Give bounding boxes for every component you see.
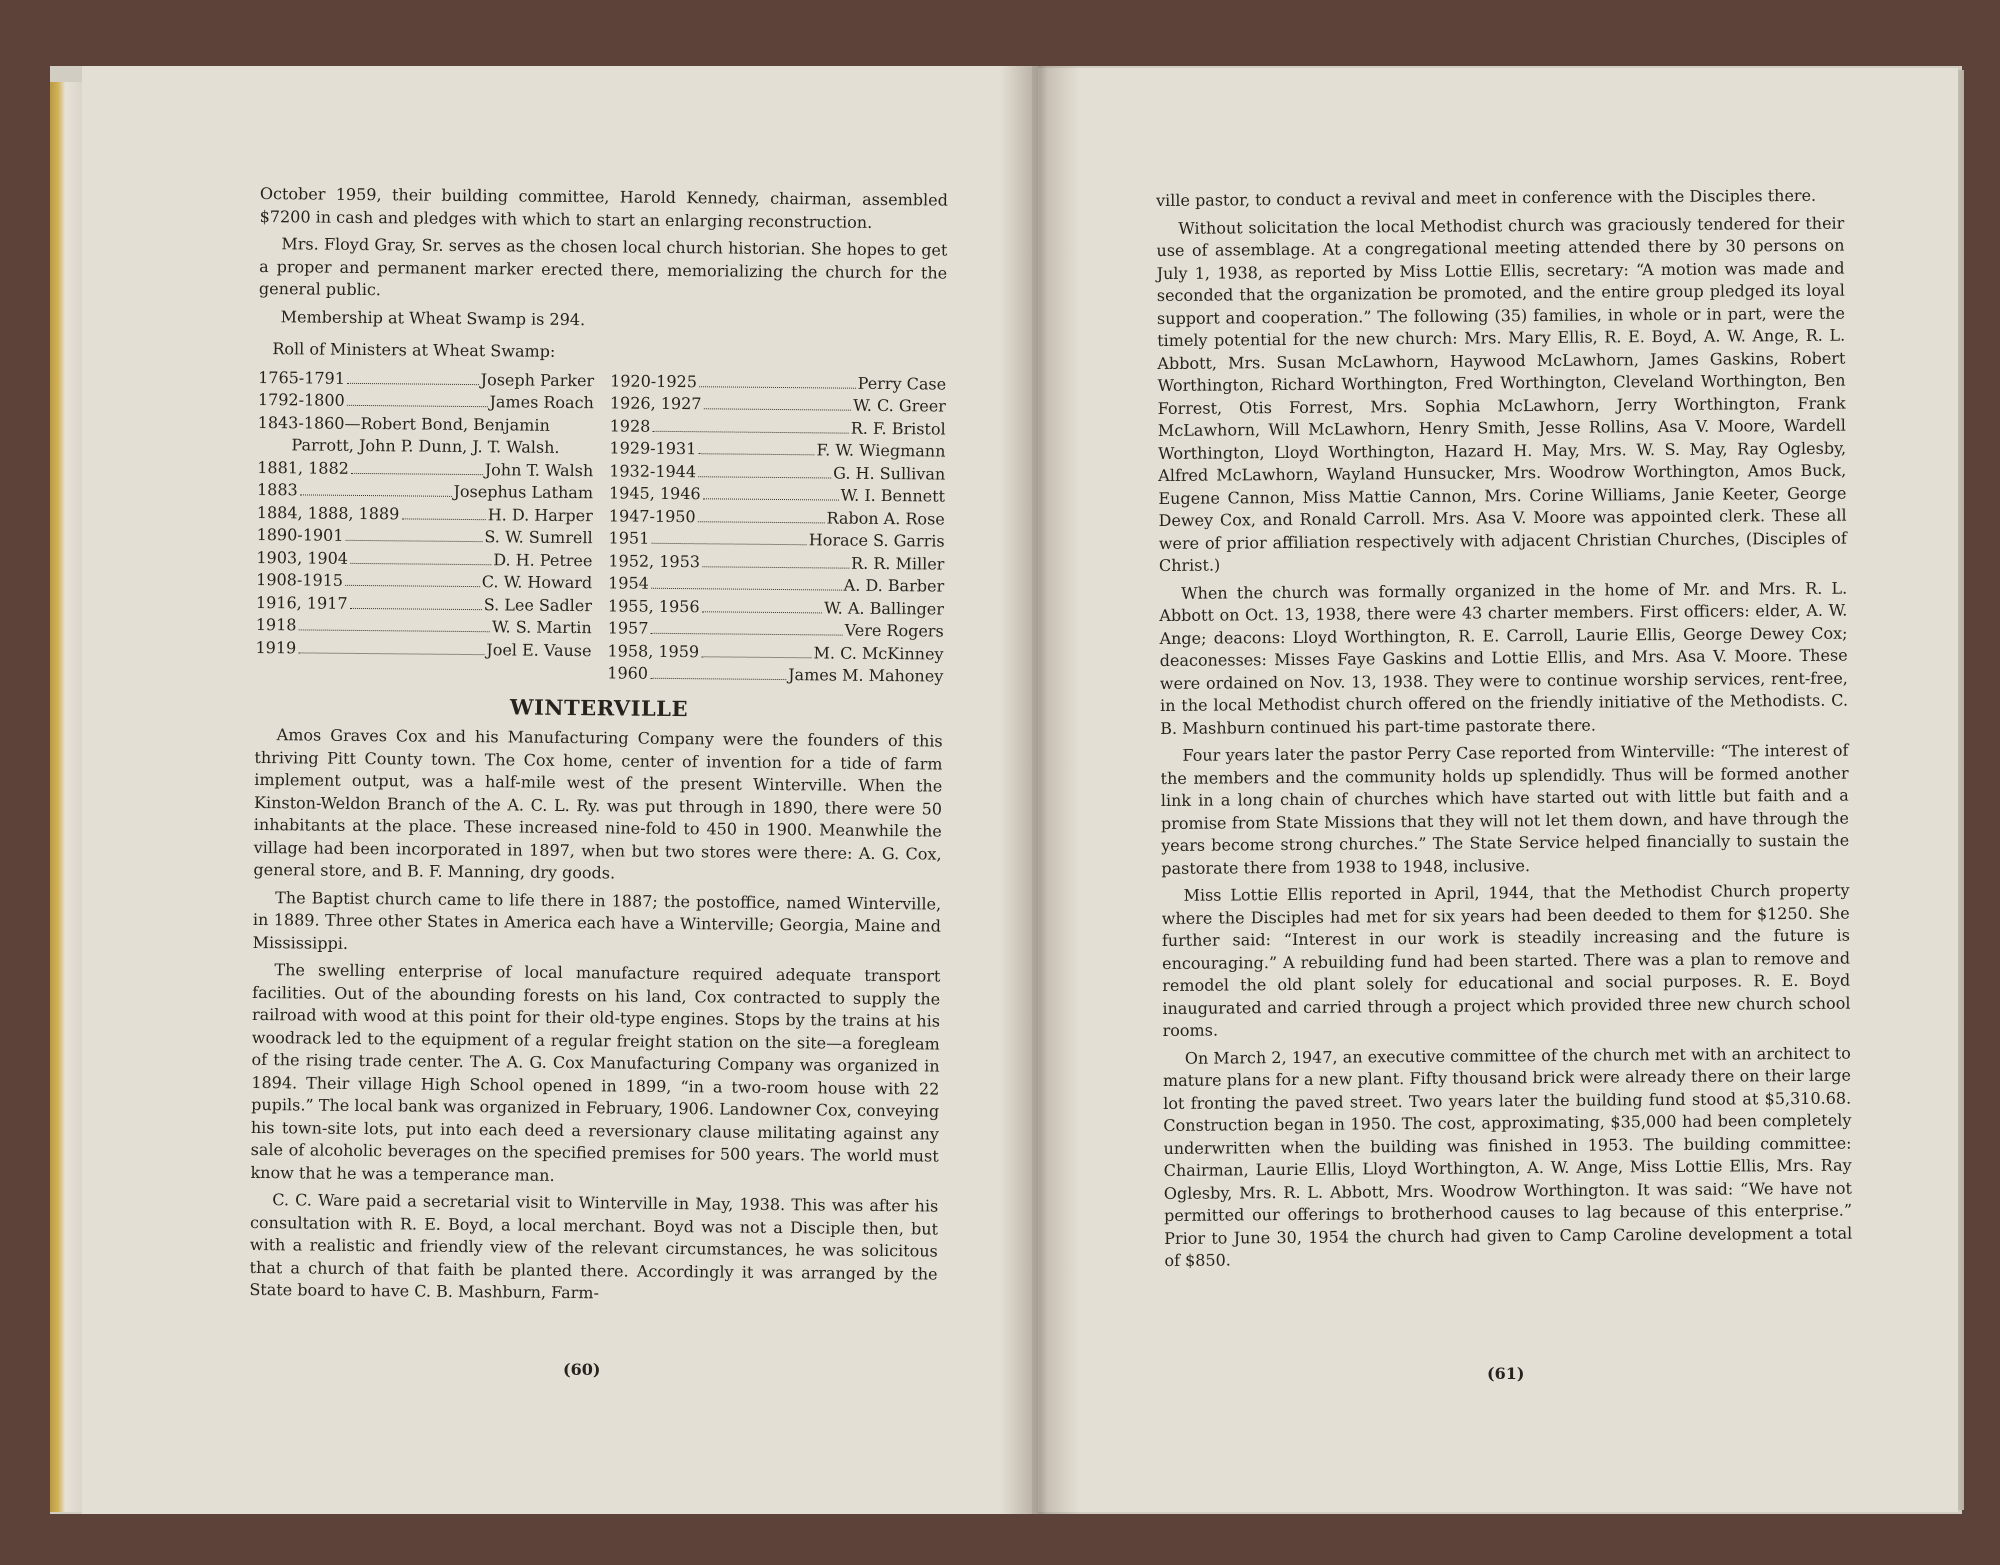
- paragraph: Without solicitation the local Methodist church was graciously tendered for their use of assemblage. At a congregational meeting attended there by 30 persons on July 1, 1938, as reported by Miss Lottie Ellis, secretary: “A motion was made and seconded that the organization be promoted, and the entire group pledged its loyal support and cooperation.” The following (35) families, in whole or in part, were the timely potential for the new church: Mrs. Mary Ellis, R. E. Boyd, A. W. Ange, R. L. Abbott, Mrs. Susan McLawhorn, Haywood McLawhorn, James Gaskins, Robert Worthington, Richard Worthington, Fred Worthington, Cleveland Worthington, Ben Forrest, Otis Forrest, Mrs. Sophia McLawhorn, Jerry Worthington, Frank McLawhorn, Will McLawhorn, Henry Smith, Jesse Rollins, Asa V. Moore, Wardell Worthington, Lloyd Worthington, Hazard H. May, Mrs. W. S. May, Ray Oglesby, Alfred McLawhorn, Wayland Hunsucker, Mrs. Woodrow Worthington, Amos Buck, Eugene Cannon, Miss Mattie Cannon, Mrs. Corine Williams, Janie Keeter, George Dewey Cox, and Ronald Carroll. Mrs. Asa V. Moore was appointed clerk. These all were of prior affiliation respectively with adjacent Christian Churches, (Disciples of Christ.): [1156, 213, 1847, 575]
- minister-name: D. H. Petree: [493, 549, 593, 570]
- leader-dots: [652, 430, 848, 433]
- minister-name: A. D. Barber: [843, 575, 945, 596]
- leader-dots: [699, 386, 856, 389]
- leader-dots: [347, 382, 479, 384]
- minister-years: 1920-1925: [610, 370, 698, 391]
- minister-years: 1958, 1959: [607, 640, 700, 661]
- minister-row: [257, 524, 593, 550]
- leader-dots: [298, 652, 484, 655]
- minister-years: 1960: [607, 663, 649, 683]
- paragraph: Four years later the pastor Perry Case reported from Winterville: “The interest of the members and the community holds up splendidly. Thus will be formed another link in a long chain of churches which have started out with little but faith and a promise from State Missions that they will not let them down, and have through the years become strong churches.” The State Service helped financially to sustain the pastorate there from 1938 to 1948, inclusive.: [1160, 740, 1850, 878]
- leader-dots: [698, 476, 831, 478]
- minister-row: [258, 366, 594, 392]
- minister-years: 1932-1944: [609, 460, 697, 481]
- minister-name: G. H. Sullivan: [833, 463, 946, 484]
- minister-years: 1908-1915: [256, 569, 344, 590]
- minister-name: H. D. Harper: [487, 504, 593, 525]
- minister-row: [607, 640, 943, 666]
- leader-dots: [300, 494, 452, 496]
- minister-name: S. Lee Sadler: [483, 594, 593, 615]
- minister-name: John T. Walsh: [484, 459, 594, 480]
- paragraph: Membership at Wheat Swamp is 294.: [280, 306, 586, 329]
- leader-dots: [401, 518, 485, 520]
- leader-dots: [702, 566, 849, 568]
- leader-dots: [701, 656, 811, 658]
- minister-name: F. W. Wiegmann: [816, 440, 946, 461]
- paragraph: C. C. Ware paid a secretarial visit to Winterville in May, 1938. This was after his consultation with R. E. Boyd, a local merchant. Boyd was not a Disciple then, but with a realistic and friendly view of the relevant circumstances, he was solicitous that a church of that faith be planted there. Accordingly it was arranged by the State board to have C. B. Mashburn, Farm-: [249, 1190, 939, 1303]
- minister-row: [255, 636, 591, 662]
- minister-row: [608, 550, 944, 576]
- leader-dots: [350, 607, 482, 609]
- roll-of-ministers-heading: Roll of Ministers at Wheat Swamp:: [272, 339, 556, 361]
- paragraph: The swelling enterprise of local manufacture required adequate transport facilities. Out of the abounding forests on his land, Cox contracted to supply the railroad with wood at this point for their old-type engines. Stops by the trains at his woodrack led to the equipment of a regular freight station on the site—a foregleam of the rising trade center. The A. G. Cox Manufacturing Company was organized in 1894. Their village High School opened in 1899, “in a two-room house with 22 pupils.” The local bank was organized in February, 1906. Landowner Cox, conveying his town-site lots, put into each deed a reversionary clause militating against any sale of alcoholic beverages on the specified premises for 500 years. The world must know that he was a temperance man.: [250, 960, 941, 1185]
- minister-years: 1955, 1956: [607, 595, 700, 616]
- paragraph: ville pastor, to conduct a revival and meet in conference with the Disciples there.: [1156, 185, 1817, 210]
- minister-name-continued: Parrott, John P. Dunn, J. T. Walsh.: [291, 435, 560, 457]
- minister-row: [609, 505, 945, 531]
- minister-name: James Roach: [489, 392, 594, 413]
- minister-row: [256, 569, 592, 595]
- minister-row: [610, 392, 946, 418]
- minister-years: 1928: [609, 415, 651, 436]
- minister-years: 1919: [255, 637, 297, 657]
- page-edges-left: [50, 82, 84, 1512]
- minister-years: 1881, 1882: [257, 457, 349, 478]
- minister-years: 1952, 1953: [608, 550, 701, 571]
- paragraph: October 1959, their building committee, Harold Kennedy, chairman, assembled $7200 in cash and pledges with which to start an enlarging reconstruction.: [259, 183, 948, 232]
- right-page-text: [1156, 185, 1853, 1278]
- ministers-column-left: [255, 366, 594, 684]
- leader-dots: [650, 633, 842, 636]
- minister-name: Horace S. Garris: [808, 530, 945, 551]
- paragraph: On March 2, 1947, an executive committee of the church met with an architect to mature plans for a new plant. Fifty thousand brick were already there on their large lot fronting the paved street. Two years later the building fund stood at $5,310.68. Construction began in 1950. The cost, approximating, $35,000 had been completely underwritten when the building was finished in 1953. The building committee: Chairman, Laurie Ellis, Lloyd Worthington, A. W. Ange, Miss Lottie Ellis, Mrs. Ray Oglesby, Mrs. R. L. Abbott, Mrs. Woodrow Worthington. It was said: “We have not permitted our offerings to brotherhood causes to lag because of this enterprise.” Prior to June 30, 1954 the church had given to Camp Caroline development a total of $850.: [1162, 1043, 1853, 1270]
- minister-years: 1954: [608, 573, 649, 593]
- leader-dots: [345, 540, 482, 542]
- minister-years: 1957: [607, 618, 649, 638]
- leader-dots: [347, 405, 488, 407]
- book-gutter: [1000, 66, 1080, 1514]
- minister-name: R. R. Miller: [850, 553, 945, 574]
- minister-name: R. F. Bristol: [850, 418, 946, 439]
- minister-years: 1903, 1904: [256, 547, 349, 568]
- ministers-roll: [255, 366, 946, 688]
- leader-dots: [698, 453, 814, 455]
- leader-dots: [703, 498, 839, 500]
- minister-row: [610, 370, 946, 396]
- minister-name: C. W. Howard: [481, 572, 593, 593]
- minister-row: [257, 501, 593, 527]
- minister-name: W. C. Greer: [853, 395, 946, 416]
- paragraph: Mrs. Floyd Gray, Sr. serves as the chosen local church historian. She hopes to get a proper and permanent marker erected there, memorializing the church for the general public.: [258, 234, 948, 300]
- minister-years: 1843-1860: [257, 412, 345, 433]
- minister-name: W. S. Martin: [491, 617, 592, 638]
- section-heading-winterville: WINTERVILLE: [509, 693, 689, 721]
- minister-row: [609, 482, 945, 508]
- leader-dots: [651, 543, 806, 545]
- leader-dots: [345, 585, 480, 587]
- minister-years: 1947-1950: [608, 505, 696, 526]
- minister-years: 1945, 1946: [608, 483, 701, 504]
- leader-dots: [651, 588, 842, 591]
- minister-years: 1883: [256, 479, 298, 500]
- minister-row: [256, 591, 592, 617]
- minister-name: Joseph Parker: [480, 369, 595, 390]
- minister-name: James M. Mahoney: [788, 665, 944, 686]
- minister-row: [256, 614, 592, 640]
- minister-years: 1765-1791: [258, 367, 346, 388]
- paragraph: When the church was formally organized in the home of Mr. and Mrs. R. L. Abbott on Oct. 13, 1938, there were 43 charter members. First officers: elder, A. W. Ange; deacons: Lloyd Worthington, R. E. Carroll, Laurie Ellis, George Dewey Cox; deaconesses: Misses Faye Gaskins and Lottie Ellis, and Mrs. Asa V. Moore. These were ordained on Nov. 13, 1938. They were to continue worship services, rent-free, in the local Methodist church offered on the friendly initiative of the Methodists. C. B. Mashburn continued his part-time pastorate there.: [1159, 578, 1849, 738]
- minister-row: [256, 546, 592, 572]
- ministers-column-right: [607, 370, 946, 688]
- minister-name: Joel E. Vause: [486, 639, 592, 660]
- minister-row: [608, 617, 944, 643]
- minister-name: Josephus Latham: [453, 481, 594, 503]
- minister-name: Perry Case: [857, 373, 947, 394]
- page-number-left: (60): [563, 1360, 601, 1379]
- minister-row: [257, 411, 593, 459]
- minister-name: Rabon A. Rose: [826, 507, 945, 529]
- minister-years: 1926, 1927: [609, 393, 702, 414]
- paragraph: The Baptist church came to life there in 1887; the postoffice, named Winterville, in 1889. Three other States in America each have a Winterville; Georgia, Maine and Mississippi.: [252, 887, 942, 953]
- leader-dots: [351, 472, 483, 474]
- minister-years: 1918: [255, 614, 297, 635]
- minister-years: 1890-1901: [256, 524, 344, 545]
- minister-name: S. W. Sumrell: [484, 527, 593, 548]
- minister-name: M. C. McKinney: [813, 642, 944, 664]
- minister-row: [608, 527, 944, 553]
- minister-row: [609, 437, 945, 463]
- minister-row: [609, 460, 945, 486]
- leader-dots: [350, 562, 491, 564]
- leader-dots: [650, 678, 786, 680]
- leader-dots: [703, 408, 851, 410]
- minister-name: W. A. Ballinger: [824, 597, 945, 619]
- left-page-text: [249, 183, 948, 1313]
- minister-years: 1929-1931: [609, 438, 697, 459]
- minister-years: 1951: [608, 528, 650, 548]
- minister-row: [607, 662, 943, 688]
- minister-row: [610, 415, 946, 441]
- page-number-right: (61): [1487, 1364, 1525, 1383]
- minister-name: Vere Rogers: [844, 620, 944, 641]
- paragraph: Amos Graves Cox and his Manufacturing Company were the founders of this thriving Pitt County town. The Cox home, center of invention for a tide of farm implement output, was a half-mile west of the present Winterville. When the Kinston-Weldon Branch of the A. C. L. Ry. was put through in 1890, there were 50 inhabitants at the place. These increased nine-fold to 450 in 1900. Meanwhile the village had been incorporated in 1897, when but two stores were there: A. G. Cox, general store, and B. F. Manning, dry goods.: [253, 725, 943, 883]
- minister-name: W. I. Bennett: [840, 485, 946, 506]
- minister-name: —Robert Bond, Benjamin: [344, 413, 550, 435]
- minister-row: [258, 389, 594, 415]
- leader-dots: [298, 629, 489, 632]
- minister-row: [257, 479, 593, 505]
- leader-dots: [702, 611, 823, 613]
- minister-years: 1792-1800: [257, 389, 345, 410]
- leader-dots: [698, 521, 825, 523]
- minister-years: 1884, 1888, 1889: [256, 502, 400, 523]
- minister-row: [608, 572, 944, 598]
- minister-row: [608, 595, 944, 621]
- minister-row: [257, 456, 593, 482]
- minister-years: 1916, 1917: [255, 592, 348, 613]
- paragraph: Miss Lottie Ellis reported in April, 1944, that the Methodist Church property where the Disciples had met for six years had been deeded to them for $1250. She further said: “Interest in our work is steadily increasing and the future is encouraging.” A rebuilding fund had been started. There was a plan to remove and remodel the old plant solely for educational and social purposes. R. E. Boyd inaugurated and carried through a project which provided three new church school rooms.: [1161, 880, 1851, 1040]
